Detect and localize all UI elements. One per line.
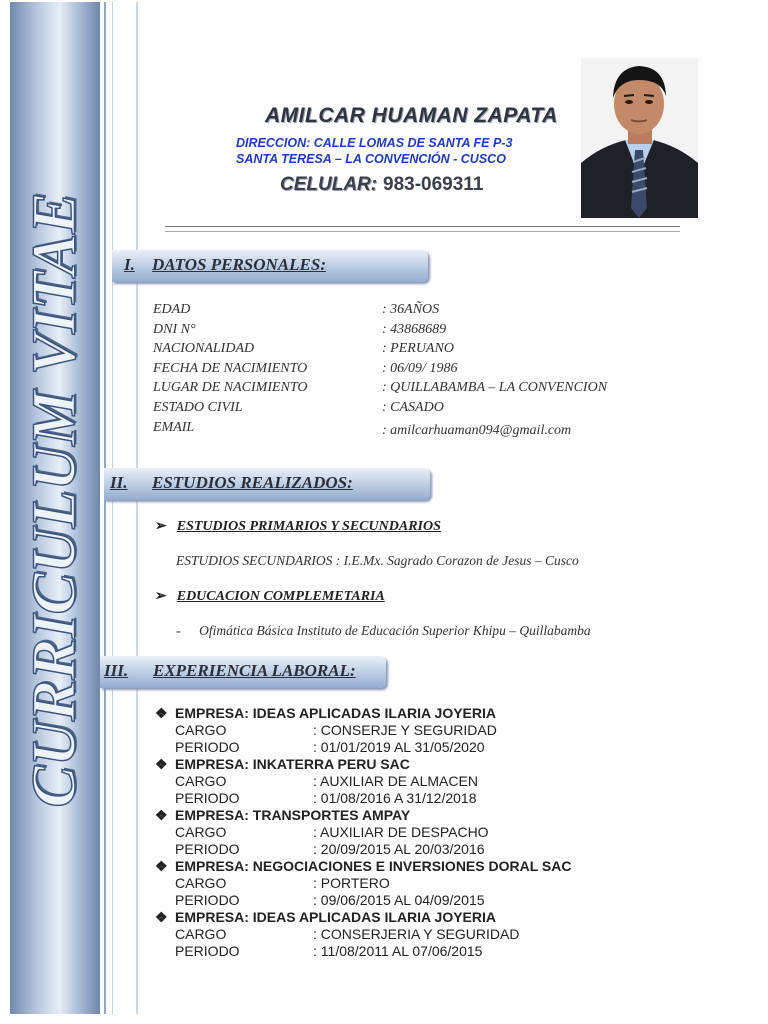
section-title: ESTUDIOS REALIZADOS: [152, 473, 353, 492]
company-name: EMPRESA: TRANSPORTES AMPAY [175, 807, 411, 823]
diamond-bullet-icon: ❖ [155, 705, 168, 721]
experience-entry-periodo [155, 892, 615, 908]
dash-bullet: - [176, 624, 181, 639]
section-title: DATOS PERSONALES: [152, 255, 326, 274]
header-divider [165, 231, 680, 232]
bullet-arrow-icon: ➢ [155, 519, 167, 534]
field-value-email: : amilcarhuaman094@gmail.com [382, 423, 572, 438]
heading-text: ESTUDIOS PRIMARIOS Y SECUNDARIOS [176, 519, 441, 534]
diamond-bullet-icon: ❖ [155, 909, 168, 925]
section-number: I. [124, 255, 135, 274]
periodo-value: : 20/09/2015 AL 20/03/2016 [313, 841, 485, 857]
field-label-dni: DNI N° [153, 322, 196, 337]
experience-entry-company [155, 858, 615, 874]
cargo-value: : AUXILIAR DE ALMACEN [313, 773, 478, 789]
address-line-2: SANTA TERESA – LA CONVENCIÓN - CUSCO [236, 152, 506, 166]
studies-complementary-heading [155, 588, 385, 605]
diamond-bullet-icon: ❖ [155, 756, 168, 772]
field-value-fecha-nacimiento: : 06/09/ 1986 [382, 361, 458, 376]
field-label-fecha-nacimiento: FECHA DE NACIMIENTO [153, 361, 308, 376]
cargo-value: : AUXILIAR DE DESPACHO [313, 824, 489, 840]
experience-entry-cargo [155, 773, 615, 789]
banner-title: CURRICULUM VITAE [20, 192, 89, 808]
heading-text: EDUCACION COMPLEMETARIA [176, 589, 385, 604]
cargo-label: CARGO [175, 926, 227, 942]
studies-primary-heading [155, 518, 441, 535]
diamond-bullet-icon: ❖ [155, 807, 168, 823]
diamond-bullet-icon: ❖ [155, 858, 168, 874]
banner-rule [104, 2, 106, 1014]
cargo-label: CARGO [175, 773, 227, 789]
section-number: III. [104, 661, 129, 680]
periodo-label: PERIODO [175, 892, 240, 908]
phone-label: CELULAR: [280, 174, 378, 195]
experience-entry-periodo [155, 943, 615, 959]
experience-entry-cargo [155, 926, 615, 942]
experience-entry-periodo [155, 841, 615, 857]
field-label-nacionalidad: NACIONALIDAD [153, 341, 255, 356]
field-label-lugar-nacimiento: LUGAR DE NACIMIENTO [153, 380, 308, 395]
periodo-value: : 01/01/2019 AL 31/05/2020 [313, 739, 485, 755]
studies-secondary-line: ESTUDIOS SECUNDARIOS : I.E.Mx. Sagrado Corazon de Jesus – Cusco [176, 553, 579, 568]
periodo-label: PERIODO [175, 790, 240, 806]
field-value-estado-civil: : CASADO [382, 400, 444, 415]
field-label-edad: EDAD [153, 302, 191, 317]
experience-entry-company [155, 909, 615, 925]
section-header-estudios [104, 468, 430, 500]
banner-rule [136, 2, 138, 1014]
periodo-value: : 11/08/2011 AL 07/06/2015 [313, 943, 483, 959]
cargo-label: CARGO [175, 875, 227, 891]
address-line-1: DIRECCION: CALLE LOMAS DE SANTA FE P-3 [236, 136, 513, 150]
field-value-nacionalidad: : PERUANO [382, 341, 454, 356]
cargo-value: : PORTERO [313, 875, 390, 891]
experience-entry-periodo [155, 739, 615, 755]
section-header-datos-personales [112, 250, 428, 282]
company-name: EMPRESA: NEGOCIACIONES E INVERSIONES DORAL SAC [175, 858, 572, 874]
portrait-illustration [581, 58, 698, 218]
field-value-lugar-nacimiento: : QUILLABAMBA – LA CONVENCION [382, 380, 608, 395]
company-name: EMPRESA: INKATERRA PERU SAC [175, 756, 410, 772]
company-name: EMPRESA: IDEAS APLICADAS ILARIA JOYERIA [175, 705, 496, 721]
periodo-label: PERIODO [175, 841, 240, 857]
section-title: EXPERIENCIA LABORAL: [153, 661, 356, 680]
section-number: II. [110, 473, 128, 492]
field-value-edad: : 36AÑOS [382, 302, 440, 317]
cargo-label: CARGO [175, 722, 227, 738]
experience-entry-company [155, 705, 615, 721]
experience-entry-cargo [155, 875, 615, 891]
complementary-item-text: Ofimática Básica Instituto de Educación Superior Khipu – Quillabamba [199, 623, 591, 638]
banner-rule [112, 2, 113, 1014]
periodo-label: PERIODO [175, 943, 240, 959]
experience-entry-cargo [155, 824, 615, 840]
experience-entry-periodo [155, 790, 615, 806]
periodo-value: : 09/06/2015 AL 04/09/2015 [313, 892, 485, 908]
complementary-item [176, 622, 591, 640]
field-label-estado-civil: ESTADO CIVIL [153, 400, 243, 415]
header-divider [165, 226, 680, 227]
periodo-value: : 01/08/2016 A 31/12/2018 [313, 790, 477, 806]
bullet-arrow-icon: ➢ [155, 589, 167, 604]
section-header-experiencia [100, 656, 386, 688]
phone-number: 983-069311 [383, 174, 484, 195]
field-value-dni: : 43868689 [382, 322, 447, 337]
cargo-value: : CONSERJERIA Y SEGURIDAD [313, 926, 520, 942]
company-name: EMPRESA: IDEAS APLICADAS ILARIA JOYERIA [175, 909, 496, 925]
periodo-label: PERIODO [175, 739, 240, 755]
experience-entry-company [155, 807, 615, 823]
profile-photo [581, 58, 698, 218]
candidate-name: AMILCAR HUAMAN ZAPATA [265, 104, 558, 127]
experience-entry-cargo [155, 722, 615, 738]
cargo-value: : CONSERJE Y SEGURIDAD [313, 722, 497, 738]
field-label-email: EMAIL [153, 420, 195, 435]
cargo-label: CARGO [175, 824, 227, 840]
experience-entry-company [155, 756, 615, 772]
